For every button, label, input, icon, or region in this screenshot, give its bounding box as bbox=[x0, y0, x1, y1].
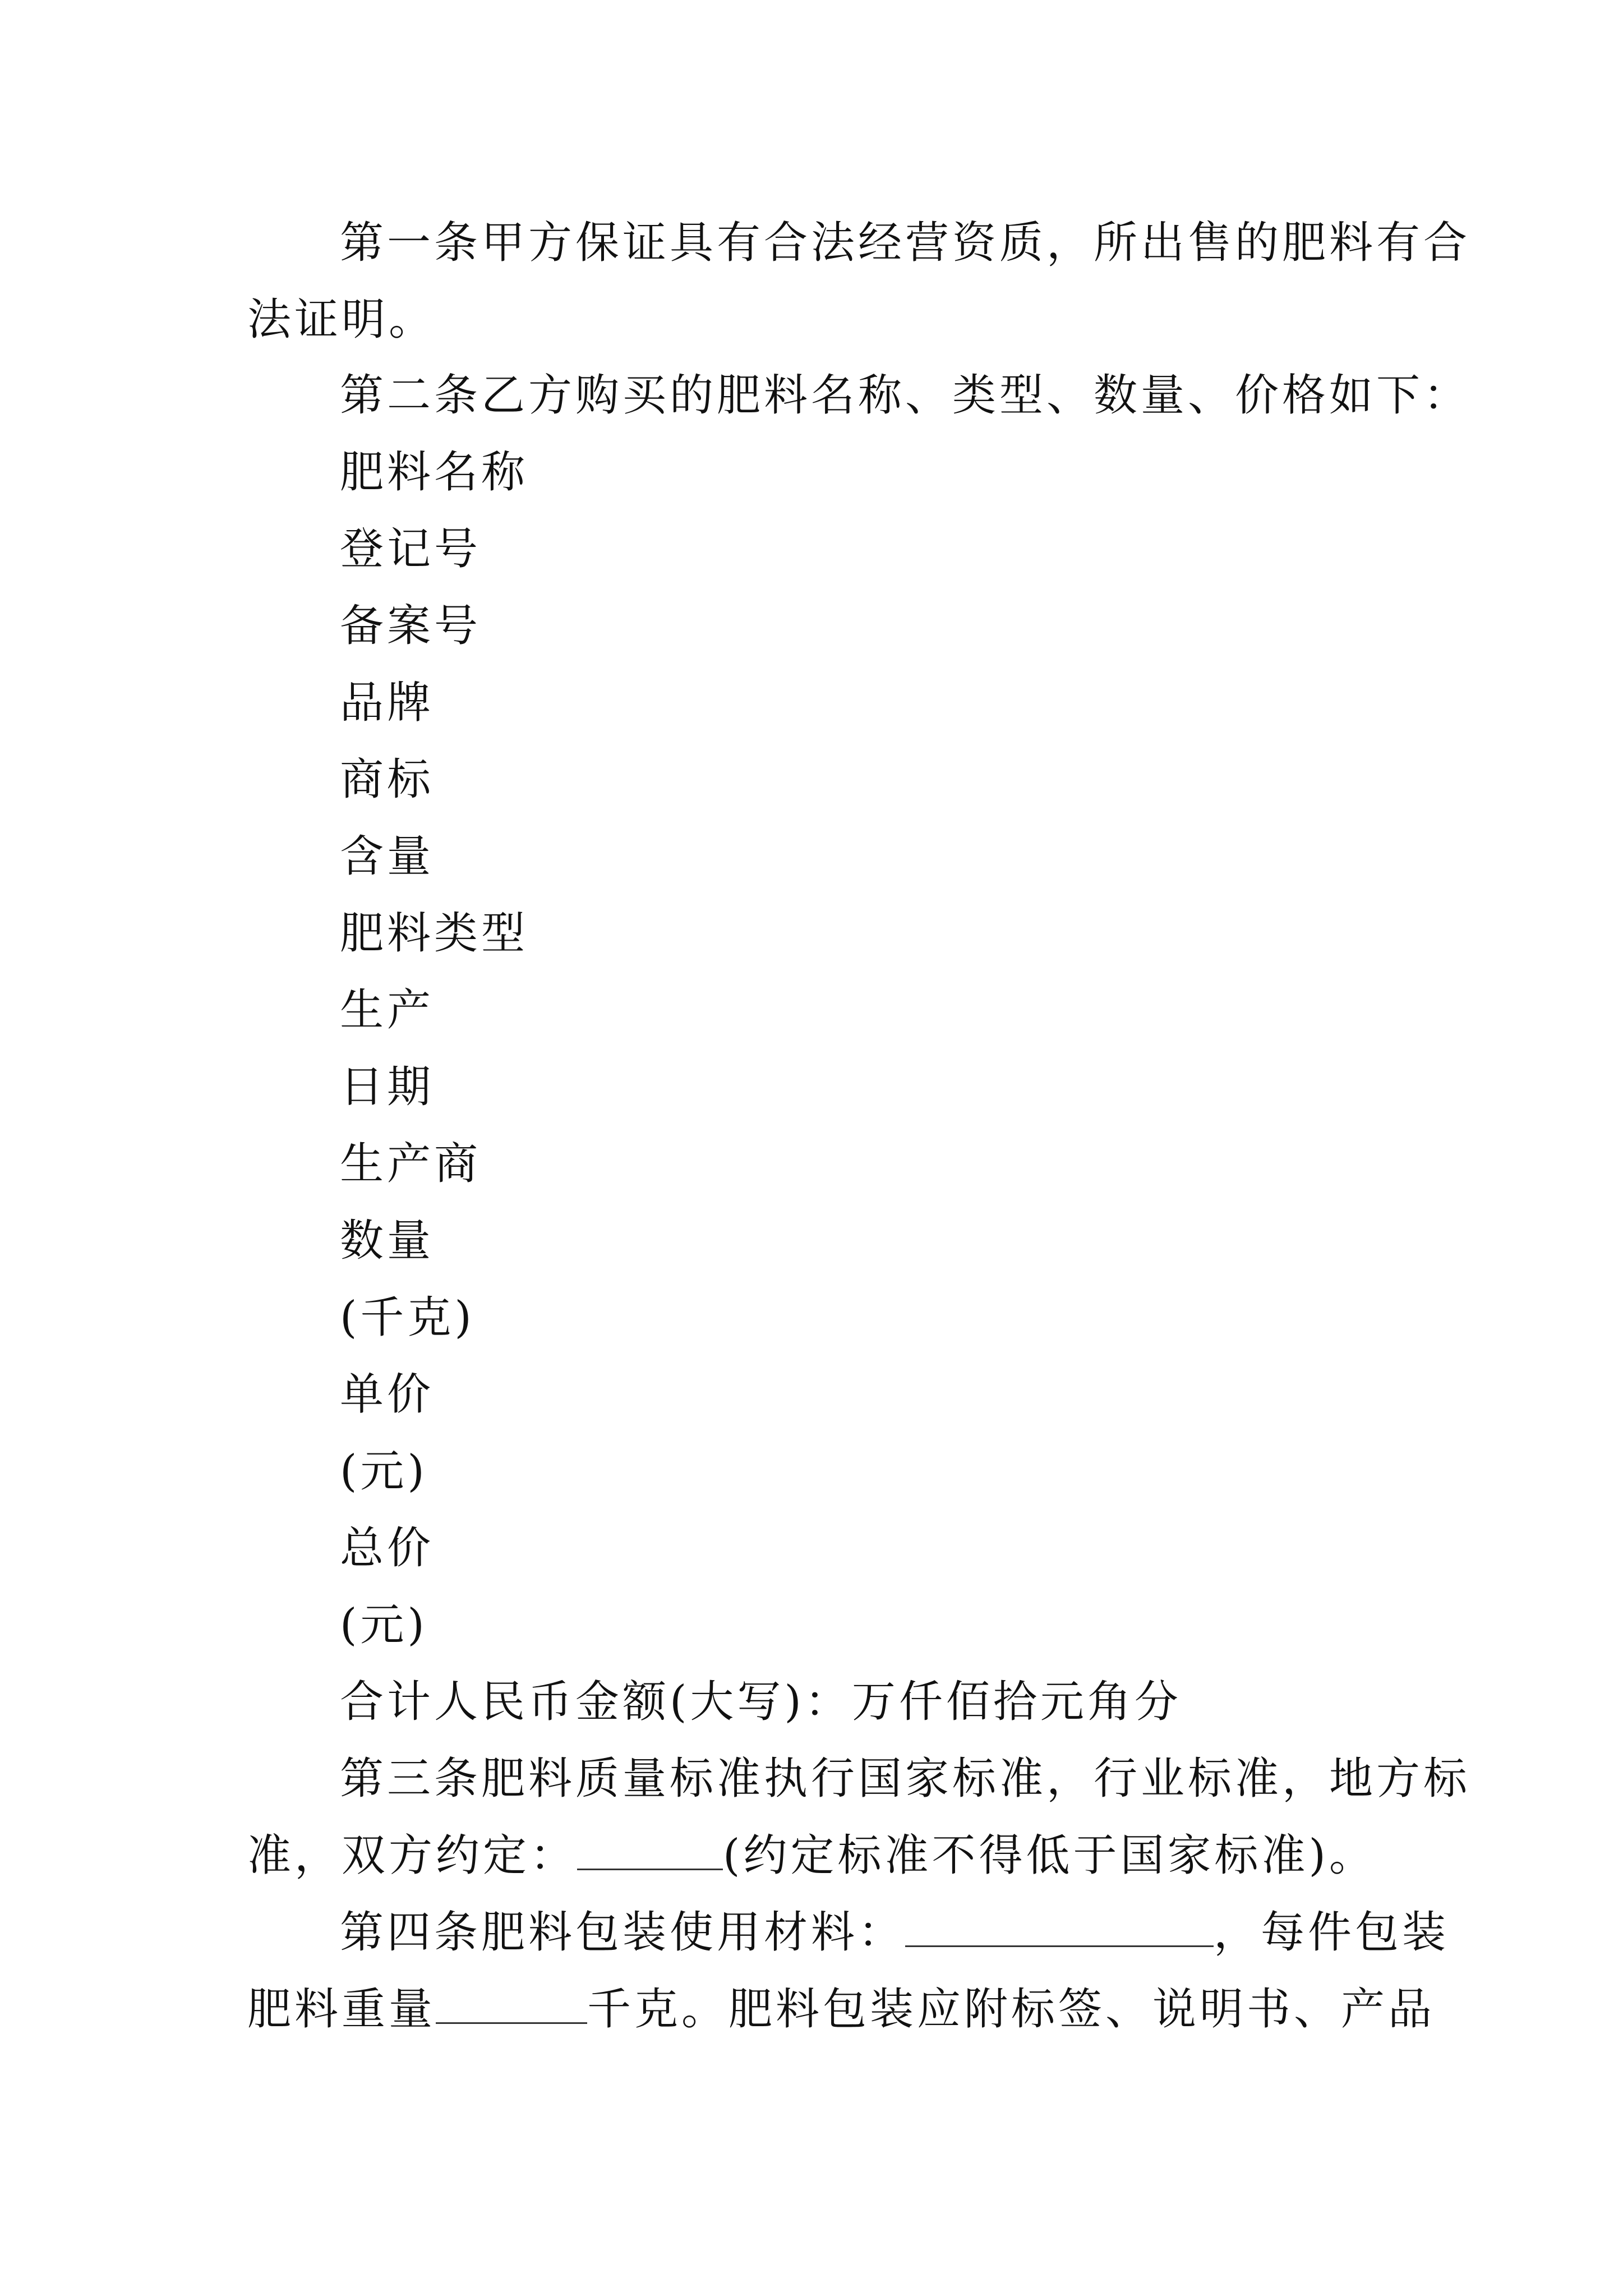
package-weight-blank bbox=[436, 1983, 587, 2024]
field-date: 日期 bbox=[340, 1062, 435, 1112]
article-4-line-1 bbox=[340, 1904, 1449, 1961]
field-quantity-unit: (千克) bbox=[340, 1292, 475, 1343]
article-3-line-2 bbox=[247, 1828, 1376, 1884]
article-4-line-1-suffix: ，每件包装 bbox=[1214, 1907, 1450, 1958]
field-fertilizer-type: 肥料类型 bbox=[340, 908, 529, 959]
field-manufacturer: 生产商 bbox=[340, 1139, 482, 1189]
article-4-line-2-suffix: 千克。肥料包装应附标签、说明书、产品 bbox=[587, 1984, 1436, 2035]
packaging-material-blank bbox=[905, 1906, 1214, 1947]
article-3-line-2-suffix: (约定标准不得低于国家标准)。 bbox=[723, 1830, 1376, 1881]
article-4-line-2 bbox=[247, 1981, 1435, 2037]
article-3-line-2-prefix: 准，双方约定： bbox=[247, 1830, 578, 1881]
field-trademark: 商标 bbox=[340, 754, 435, 805]
article-3-line-1: 第三条肥料质量标准执行国家标准，行业标准，地方标 bbox=[340, 1754, 1471, 1804]
total-amount-line: 合计人民币金额(大写)：万仟佰拾元角分 bbox=[340, 1677, 1182, 1727]
field-filing-number: 备案号 bbox=[340, 601, 482, 651]
article-4-line-1-prefix: 第四条肥料包装使用材料： bbox=[340, 1907, 906, 1958]
field-fertilizer-name: 肥料名称 bbox=[340, 447, 529, 498]
field-total-price-unit: (元) bbox=[340, 1600, 428, 1650]
field-content: 含量 bbox=[340, 831, 435, 882]
field-unit-price-unit: (元) bbox=[340, 1446, 428, 1497]
article-4-line-2-prefix: 肥料重量 bbox=[247, 1984, 436, 2035]
article-1-line-2: 法证明。 bbox=[247, 295, 436, 345]
agreed-standard-blank bbox=[577, 1829, 723, 1870]
article-2-intro: 第二条乙方购买的肥料名称、类型、数量、价格如下： bbox=[340, 370, 1471, 421]
field-unit-price: 单价 bbox=[340, 1369, 435, 1420]
field-total-price: 总价 bbox=[340, 1523, 435, 1573]
article-1-line-1: 第一条甲方保证具有合法经营资质，所出售的肥料有合 bbox=[340, 218, 1471, 268]
field-brand: 品牌 bbox=[340, 678, 435, 728]
field-registration-number: 登记号 bbox=[340, 524, 482, 574]
field-production: 生产 bbox=[340, 985, 435, 1036]
field-quantity: 数量 bbox=[340, 1216, 435, 1266]
